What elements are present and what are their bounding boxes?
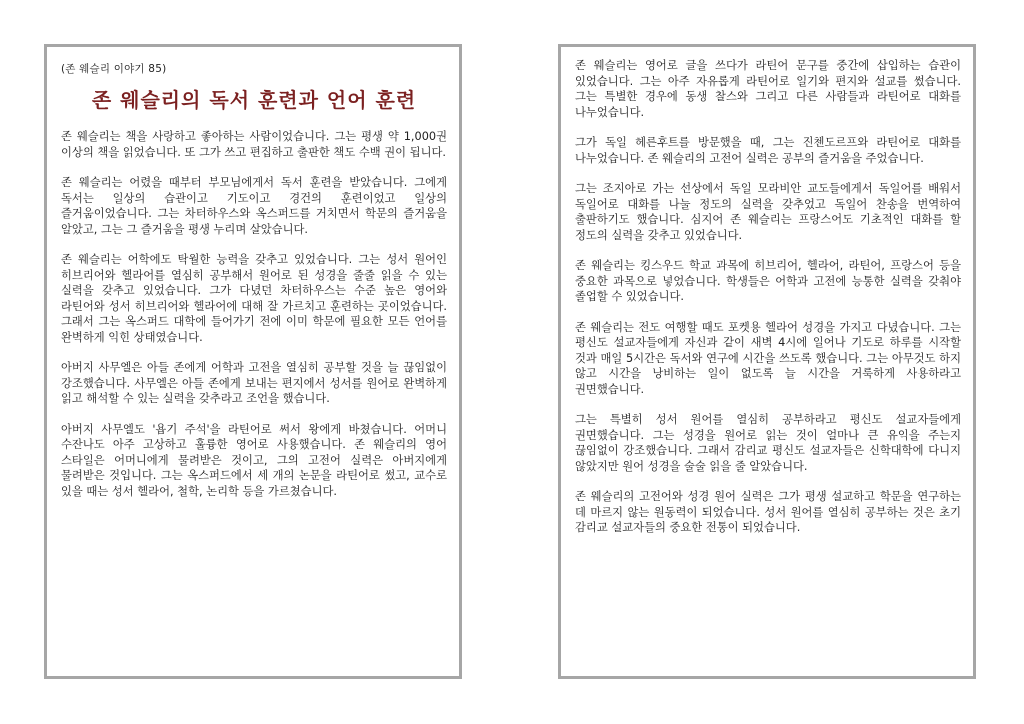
paragraph: 존 웨슬리는 어학에도 탁월한 능력을 갖추고 있었습니다. 그는 성서 원어인 히브리어와 헬라어를 열심히 공부해서 원어로 된 성경을 줄줄 읽을 수 있는 실력을 갖추고 있었습니다. 그가 다녔던 차터하우스는 수준 높은 영어와 라틴어와 성서 히브리어와 헬라어에 대해 잘 가르치고 훈련하는 곳이었습니다. 그래서 그는 옥스퍼드 대학에 들어가기 전에 이미 학문에 필요한 모든 언어를 완벽하게 익힌 상태였습니다. (61, 253, 447, 344)
paragraph: 존 웨슬리는 킹스우드 학교 과목에 히브리어, 헬라어, 라틴어, 프랑스어 등을 중요한 과목으로 넣었습니다. 학생들은 어학과 고전에 능통한 실력을 갖춰야 졸업할 수 있었습니다. (575, 259, 961, 303)
paragraph: 아버지 사무엘은 아들 존에게 어학과 고전을 열심히 공부할 것을 늘 끊임없이 강조했습니다. 사무엘은 아들 존에게 보내는 편지에서 성서를 원어로 완벽하게 읽고 해석할 수 있는 실력을 갖추라고 조언을 했습니다. (61, 361, 447, 405)
paragraph: 존 웨슬리는 어렸을 때부터 부모님에게서 독서 훈련을 받았습니다. 그에게 독서는 일상의 습관이고 기도이고 경건의 훈련이었고 일상의 즐거움이었습니다. 그는 차터하우스와 옥스퍼드를 거치면서 학문의 즐거움을 알았고, 그는 그 즐거움을 평생 누리며 살았습니다. (61, 176, 447, 236)
paragraph: 존 웨슬리는 책을 사랑하고 좋아하는 사람이었습니다. 그는 평생 약 1,000권 이상의 책을 읽었습니다. 또 그가 쓰고 편집하고 출판한 책도 수백 권이 됩니다. (61, 130, 447, 159)
paragraph: 그가 독일 헤른후트를 방문했을 때, 그는 진첸도르프와 라틴어로 대화를 나누었습니다. 존 웨슬리의 고전어 실력은 공부의 즐거움을 주었습니다. (575, 136, 961, 165)
series-label: (존 웨슬리 이야기 85) (61, 63, 167, 75)
paragraph: 그는 특별히 성서 원어를 열심히 공부하라고 평신도 설교자들에게 권면했습니다. 그는 성경을 원어로 읽는 것이 얼마나 큰 유익을 주는지 끊임없이 강조했습니다. 그래서 감리교 평신도 설교자들은 신학대학에 다니지 않았지만 원어 성경을 술술 읽을 줄 알았습니다. (575, 413, 961, 473)
right-page (558, 44, 976, 679)
page-title: 존 웨슬리의 독서 훈련과 언어 훈련 (91, 88, 417, 112)
paragraph: 존 웨슬리는 영어로 글을 쓰다가 라틴어 문구를 중간에 삽입하는 습관이 있었습니다. 그는 아주 자유롭게 라틴어로 일기와 편지와 설교를 썼습니다. 그는 특별한 경우에 동생 찰스와 그리고 다른 사람들과 라틴어로 대화를 나누었습니다. (575, 59, 961, 119)
paragraph: 그는 조지아로 가는 선상에서 독일 모라비안 교도들에게서 독일어를 배워서 독일어로 대화를 나눌 정도의 실력을 갖추었고 독일어 찬송을 번역하여 출판하기도 했습니다. 심지어 존 웨슬리는 프랑스어도 기초적인 대화를 할 정도의 실력을 갖추고 있었습니다. (575, 182, 961, 242)
paragraph: 아버지 사무엘도 '욥기 주석'을 라틴어로 써서 왕에게 바쳤습니다. 어머니 수잔나도 아주 고상하고 훌륭한 영어로 사용했습니다. 존 웨슬리의 영어 스타일은 어머니에게 물려받은 것이고, 그의 고전어 실력은 아버지에게 물려받은 것입니다. 그는 옥스퍼드에서 세 개의 논문을 라틴어로 썼고, 교수로 있을 때는 성서 헬라어, 철학, 논리학 등을 가르쳤습니다. (61, 422, 447, 498)
paragraph: 존 웨슬리의 고전어와 성경 원어 실력은 그가 평생 설교하고 학문을 연구하는 데 마르지 않는 원동력이 되었습니다. 성서 원어를 열심히 공부하는 것은 초기 감리교 설교자들의 중요한 전통이 되었습니다. (575, 490, 961, 534)
left-page (44, 44, 462, 679)
paragraph: 존 웨슬리는 전도 여행할 때도 포켓용 헬라어 성경을 가지고 다녔습니다. 그는 평신도 설교자들에게 자신과 같이 새벽 4시에 일어나 기도로 하루를 시작할 것과 매일 5시간은 독서와 연구에 시간을 쓰도록 했습니다. 그는 아무것도 하지 않고 시간을 낭비하는 일이 없도록 늘 시간을 거룩하게 사용하라고 권면했습니다. (575, 320, 961, 396)
